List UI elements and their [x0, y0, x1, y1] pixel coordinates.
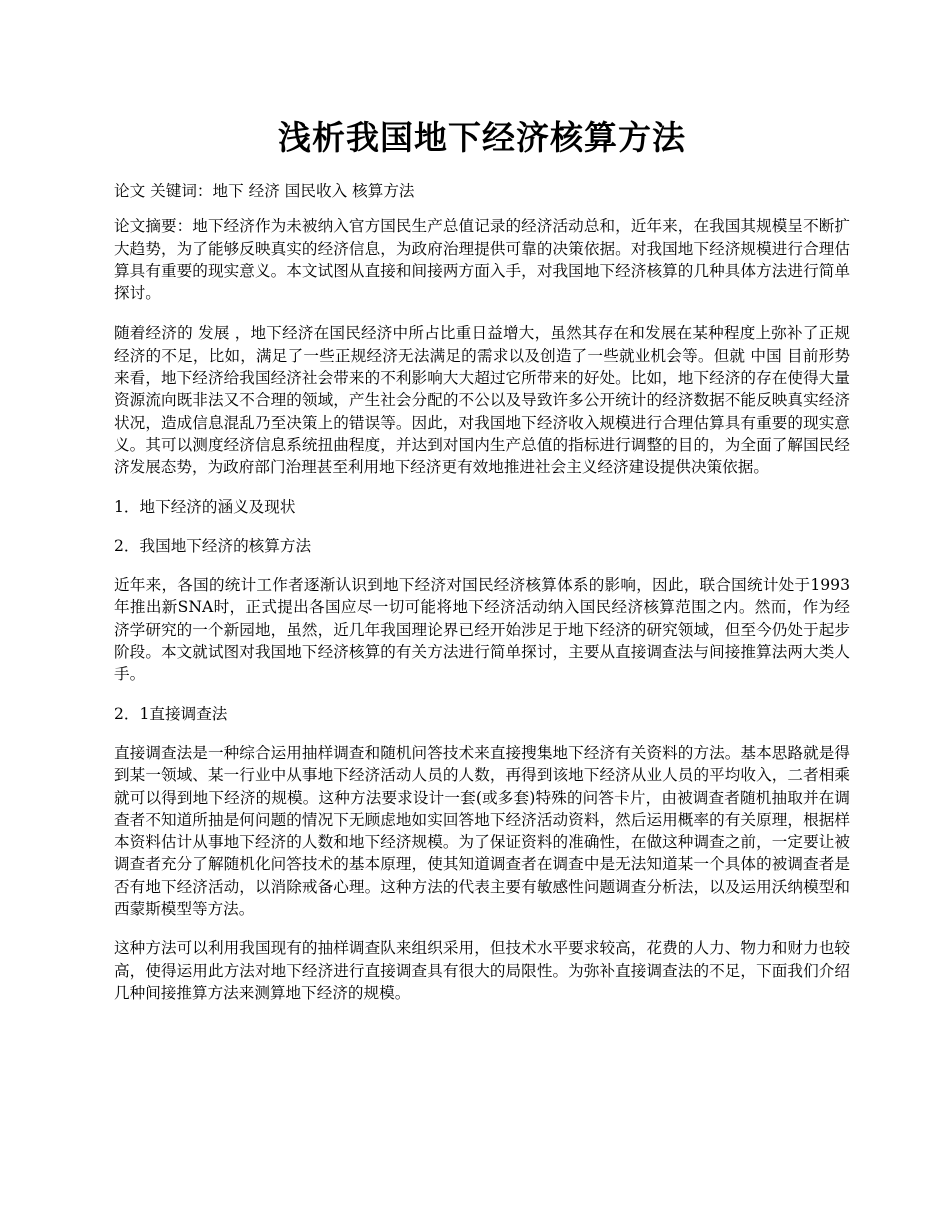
abstract-paragraph: 论文摘要：地下经济作为未被纳入官方国民生产总值记录的经济活动总和，近年来，在我国其规模呈不断扩大趋势，为了能够反映真实的经济信息，为政府治理提供可靠的决策依据。对我国地下经济规模进行合理估算具有重要的现实意义。本文试图从直接和间接两方面入手，对我国地下经济核算的几种具体方法进行简单探讨。: [114, 217, 850, 303]
section-heading-2: 2．我国地下经济的核算方法: [114, 536, 312, 555]
document-page: [114, 0, 850, 1004]
body-paragraph-3: 直接调查法是一种综合运用抽样调查和随机问答技术来直接搜集地下经济有关资料的方法。基本思路就是得到某一领域、某一行业中从事地下经济活动人员的人数，再得到该地下经济从业人员的平均收入，二者相乘就可以得到地下经济的规模。这种方法要求设计一套(或多套)特殊的问答卡片，由被调查者随机抽取并在调查者不知道所抽是何问题的情况下无顾虑地如实回答地下经济活动资料，然后运用概率的有关原理，根据样本资料估计从事地下经济的人数和地下经济规模。为了保证资料的准确性，在做这种调查之前，一定要让被调查者充分了解随机化问答技术的基本原理，使其知道调查者在调查中是无法知道某一个具体的被调查者是否有地下经济活动，以消除戒备心理。这种方法的代表主要有敏感性问题调查分析法，以及运用沃纳模型和西蒙斯模型等方法。: [114, 743, 850, 919]
body-paragraph-4: 这种方法可以利用我国现有的抽样调查队来组织采用，但技术水平要求较高，花费的人力、物力和财力也较高，使得运用此方法对地下经济进行直接调查具有很大的局限性。为弥补直接调查法的不足，下面我们介绍几种间接推算方法来测算地下经济的规模。: [114, 939, 850, 1002]
document-title: 浅析我国地下经济核算方法: [278, 118, 686, 157]
subsection-heading-2-1: 2．1直接调查法: [114, 704, 228, 723]
keywords-line: 论文 关键词：地下 经济 国民收入 核算方法: [114, 182, 415, 200]
body-paragraph-2: 近年来，各国的统计工作者逐渐认识到地下经济对国民经济核算体系的影响，因此，联合国统计处于1993年推出新SNA时，正式提出各国应尽一切可能将地下经济活动纳入国民经济核算范围之内。然而，作为经济学研究的一个新园地，虽然，近几年我国理论界已经开始涉足于地下经济的研究领域，但至今仍处于起步阶段。本文就试图对我国地下经济核算的有关方法进行简单探讨，主要从直接调查法与间接推算法两大类人手。: [114, 576, 850, 684]
body-paragraph-1: 随着经济的 发展 ，地下经济在国民经济中所占比重日益增大，虽然其存在和发展在某种程度上弥补了正规经济的不足，比如，满足了一些正规经济无法满足的需求以及创造了一些就业机会等。但就 中国 目前形势来看，地下经济给我国经济社会带来的不利影响大大超过它所带来的好处。比如，地下经济的存在使得大量资源流向既非法又不合理的领域，产生社会分配的不公以及导致许多公开统计的经济数据不能反映真实经济状况，造成信息混乱乃至决策上的错误等。因此，对我国地下经济收入规模进行合理估算具有重要的现实意义。其可以测度经济信息系统扭曲程度，并达到对国内生产总值的指标进行调整的目的，为全面了解国民经济发展态势，为政府部门治理甚至利用地下经济更有效地推进社会主义经济建设提供决策依据。: [114, 324, 850, 477]
section-heading-1: 1．地下经济的涵义及现状: [114, 497, 296, 516]
